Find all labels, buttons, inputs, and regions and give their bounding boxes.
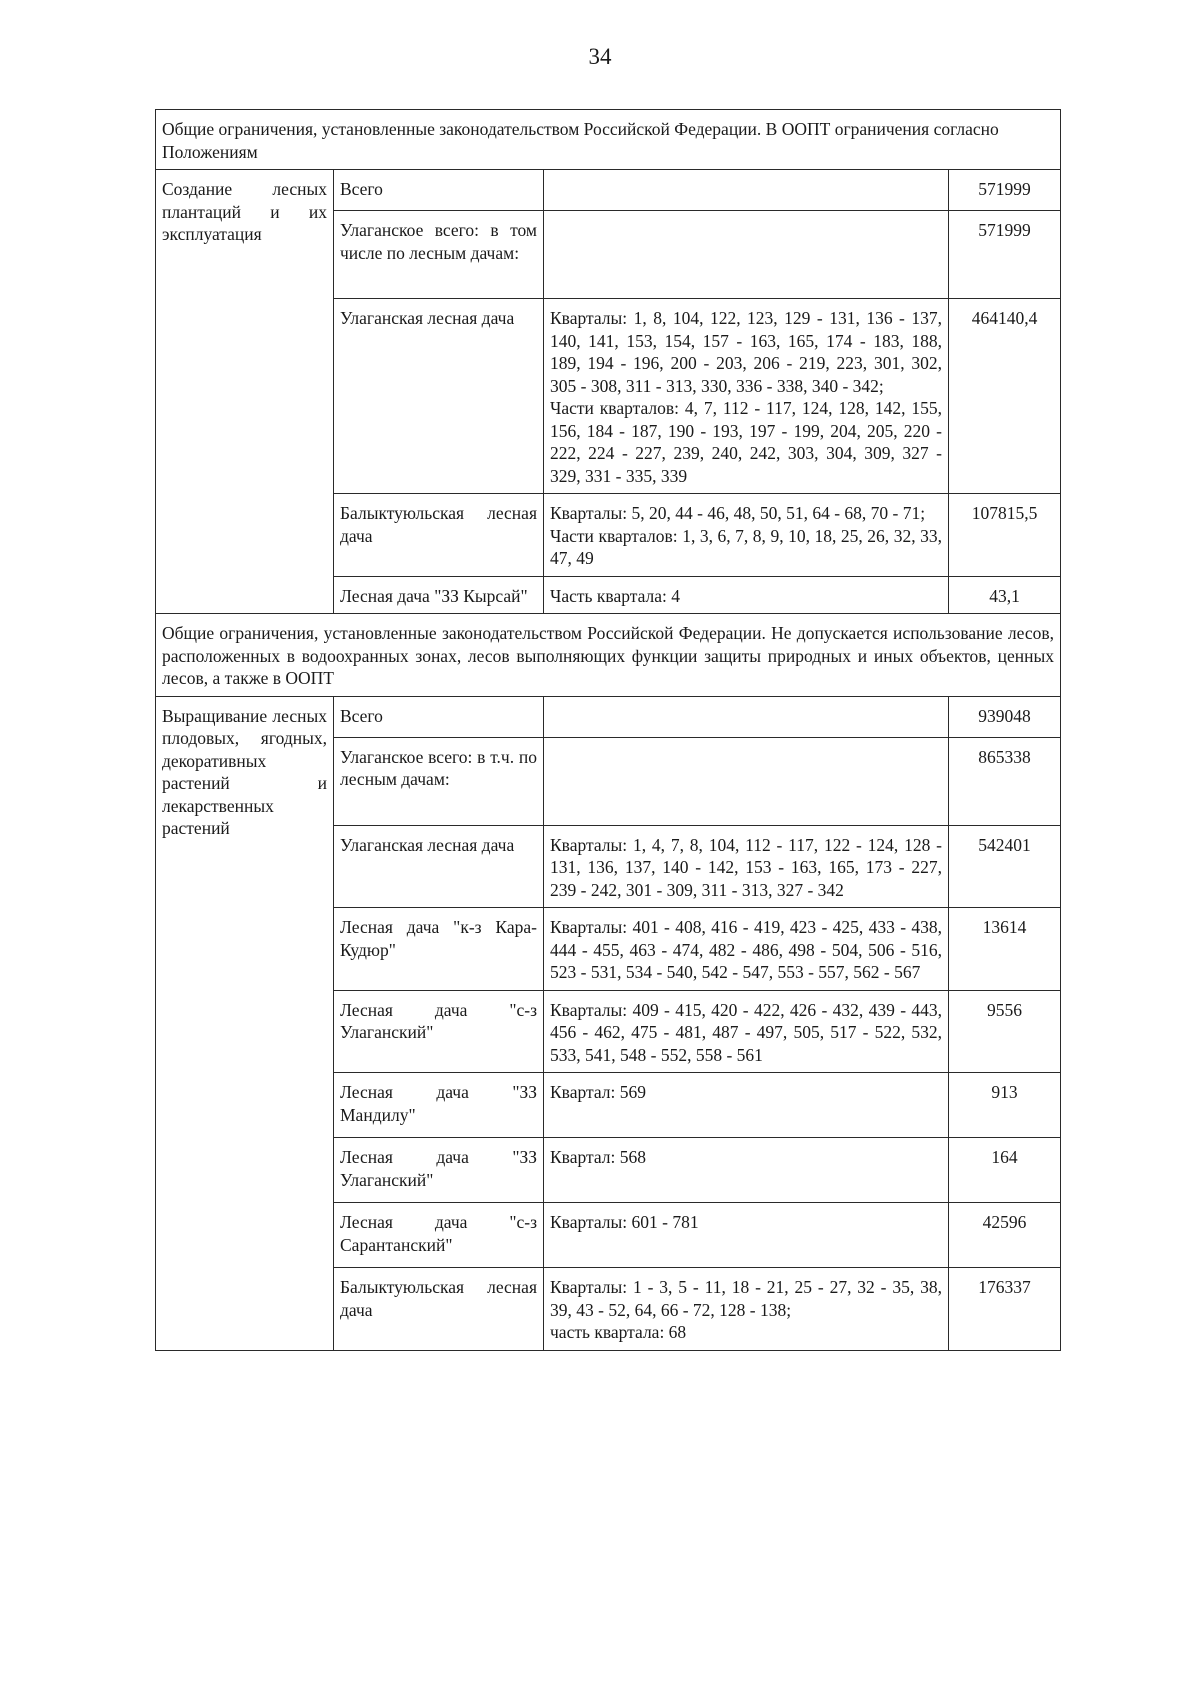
table-row	[156, 696, 1061, 737]
area-value: 107815,5	[949, 494, 1061, 577]
forest-district-name: Лесная дача "ЗЗ Мандилу"	[334, 1073, 544, 1138]
quarters-description	[544, 908, 949, 991]
quarters-line: Квартал: 569	[550, 1082, 646, 1102]
quarters-line: Части кварталов: 4, 7, 112 - 117, 124, 128, 142, 155, 156, 184 - 187, 190 - 193, 197 - 199, 204, 205, 220 - 222, 224 - 227, 239, 240, 242, 303, 304, 309, 327 - 329, 331 - 335, 339	[550, 398, 942, 486]
forest-district-name: Лесная дача "ЗЗ Кырсай"	[334, 576, 544, 614]
forest-district-name: Улаганская лесная дача	[334, 825, 544, 908]
quarters-description	[544, 494, 949, 577]
area-value: 542401	[949, 825, 1061, 908]
quarters-line: часть квартала: 68	[550, 1322, 687, 1342]
forest-district-name: Лесная дача "с-з Сарантанский"	[334, 1203, 544, 1268]
quarters-line: Кварталы: 1 - 3, 5 - 11, 18 - 21, 25 - 27, 32 - 35, 38, 39, 43 - 52, 64, 66 - 72, 128 - 138;	[550, 1277, 942, 1320]
restrictions-table	[155, 109, 1061, 1351]
quarters-description	[544, 1203, 949, 1268]
area-value: 865338	[949, 737, 1061, 825]
quarters-line: Кварталы: 601 - 781	[550, 1212, 699, 1232]
quarters-line: Части кварталов: 1, 3, 6, 7, 8, 9, 10, 18, 25, 26, 32, 33, 47, 49	[550, 525, 942, 568]
area-value: 9556	[949, 990, 1061, 1073]
quarters-description	[544, 1073, 949, 1138]
quarters-description	[544, 211, 949, 299]
quarters-description	[544, 737, 949, 825]
forest-district-name: Улаганская лесная дача	[334, 299, 544, 494]
quarters-line: Кварталы: 409 - 415, 420 - 422, 426 - 432, 439 - 443, 456 - 462, 475 - 481, 487 - 497, 505, 517 - 522, 532, 533, 541, 548 - 552, 558 - 561	[550, 999, 942, 1065]
activity-type: Выращивание лесных плодовых, ягодных, декоративных растений и лекарственных растений	[156, 696, 334, 1350]
area-value: 164	[949, 1138, 1061, 1203]
forest-district-name: Лесная дача "с-з Улаганский"	[334, 990, 544, 1073]
quarters-description	[544, 990, 949, 1073]
section-note: Общие ограничения, установленные законодательством Российской Федерации. Не допускается использование лесов, расположенных в водоохранных зонах, лесов выполняющих функции защиты природных и иных объектов, ценных лесов, а также в ООПТ	[156, 614, 1061, 697]
quarters-description	[544, 170, 949, 211]
area-value: 571999	[949, 170, 1061, 211]
area-value: 176337	[949, 1268, 1061, 1351]
section-note: Общие ограничения, установленные законодательством Российской Федерации. В ООПТ ограничения согласно Положениям	[156, 110, 1061, 170]
quarters-line: Кварталы: 401 - 408, 416 - 419, 423 - 425, 433 - 438, 444 - 455, 463 - 474, 482 - 486, 498 - 504, 506 - 516, 523 - 531, 534 - 540, 542 - 547, 553 - 557, 562 - 567	[550, 917, 942, 982]
quarters-line: Кварталы: 5, 20, 44 - 46, 48, 50, 51, 64 - 68, 70 - 71;	[550, 503, 926, 523]
forest-district-name: Балыктуюльская лесная дача	[334, 1268, 544, 1351]
area-value: 13614	[949, 908, 1061, 991]
quarters-description	[544, 1138, 949, 1203]
area-value: 42596	[949, 1203, 1061, 1268]
forest-district-name: Лесная дача "к-з Кара-Кудюр"	[334, 908, 544, 991]
forest-district-name: Всего	[334, 170, 544, 211]
quarters-description	[544, 1268, 949, 1351]
area-value: 571999	[949, 211, 1061, 299]
page-number: 34	[588, 44, 612, 69]
quarters-description	[544, 576, 949, 614]
section-note-row	[156, 614, 1061, 697]
area-value: 913	[949, 1073, 1061, 1138]
forest-district-name: Улаганское всего: в т.ч. по лесным дачам:	[334, 737, 544, 825]
area-value: 43,1	[949, 576, 1061, 614]
forest-district-name: Улаганское всего: в том числе по лесным дачам:	[334, 211, 544, 299]
activity-type: Создание лесных плантаций и их эксплуатация	[156, 170, 334, 614]
section-note-row	[156, 110, 1061, 170]
quarters-line: Часть квартала: 4	[550, 585, 681, 606]
quarters-description	[544, 825, 949, 908]
quarters-line: Кварталы: 1, 8, 104, 122, 123, 129 - 131, 136 - 137, 140, 141, 153, 154, 157 - 163, 165, 174 - 183, 188, 189, 194 - 196, 200 - 203, 206 - 219, 223, 301, 302, 305 - 308, 311 - 313, 330, 336 - 338, 340 - 342;	[550, 308, 942, 396]
quarters-description	[544, 299, 949, 494]
forest-district-name: Балыктуюльская лесная дача	[334, 494, 544, 577]
area-value: 939048	[949, 696, 1061, 737]
quarters-line: Кварталы: 1, 4, 7, 8, 104, 112 - 117, 122 - 124, 128 - 131, 136, 137, 140 - 142, 153 - 163, 165, 173 - 227, 239 - 242, 301 - 309, 311 - 313, 327 - 342	[550, 834, 942, 900]
forest-district-name: Лесная дача "ЗЗ Улаганский"	[334, 1138, 544, 1203]
quarters-line: Квартал: 568	[550, 1147, 646, 1167]
table-row	[156, 170, 1061, 211]
forest-district-name: Всего	[334, 696, 544, 737]
quarters-description	[544, 696, 949, 737]
area-value: 464140,4	[949, 299, 1061, 494]
